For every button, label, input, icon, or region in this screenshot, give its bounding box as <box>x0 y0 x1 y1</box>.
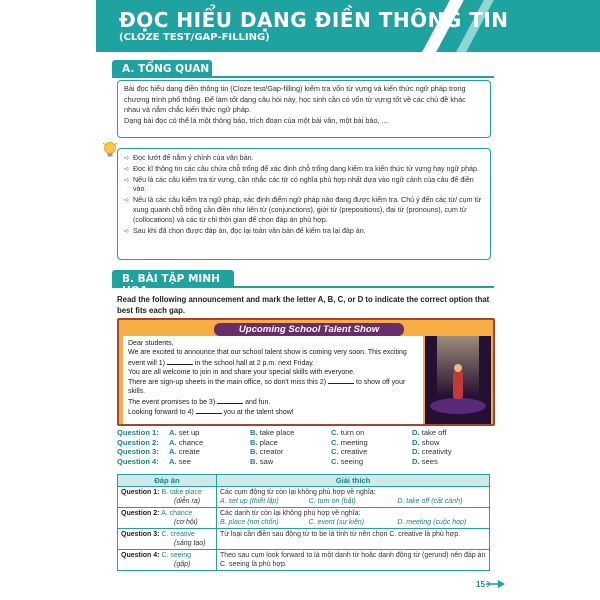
option: A. set up <box>169 428 200 437</box>
question-list <box>117 428 507 466</box>
stage-illustration <box>425 336 491 424</box>
poster-paragraph: You are all welcome to join in and share your special skills with everyone. <box>128 368 355 376</box>
tip-item: ➪ Nếu là các câu kiểm tra ngữ pháp, xác định điểm ngữ pháp nào đang được kiểm tra. Chú ý đến các từ/ cụm từ xung quanh chỗ trống cần điền như liên từ (conjunctions), giới từ (prepositions), đại từ (pronouns), cụm từ (collocations) và các từ chỉ thời gian để chọn đáp án phù hợp. <box>124 196 482 224</box>
gap-2 <box>328 377 354 384</box>
tip-item: ➪ Đọc lướt để nắm ý chính của văn bản. <box>124 154 254 162</box>
tips-box <box>117 148 491 260</box>
bullet-icon: ➪ <box>124 176 130 184</box>
tip-item: ➪ Sau khi đã chọn được đáp án, đọc lại toàn văn bản để kiểm tra lại đáp án. <box>124 226 366 235</box>
answer-cell: Question 3: C. creative (sáng tạo) <box>118 529 217 550</box>
page-subtitle: (CLOZE TEST/GAP-FILLING) <box>119 32 270 43</box>
intro-paragraph-2: Dạng bài đọc có thể là một thông báo, trích đoạn của một bài văn, một bài báo, ... <box>124 115 388 125</box>
intro-paragraph: Bài đọc hiểu dạng điền thông tin (Cloze test/Gap-filling) kiểm tra vốn từ vựng và kiến thức ngữ pháp trong chương trình phổ thông. Để làm tốt dạng câu hỏi này, học sinh cần có vốn từ vựng tốt về các chủ đề khác nhau và nắm chắc kiến thức ngữ pháp. <box>124 84 466 115</box>
poster-paragraph: There are sign-up sheets in the main office, so don't miss this 2) to show off your skills. <box>128 379 406 396</box>
option: A. create <box>169 447 200 457</box>
section-a-heading: A. TỔNG QUAN <box>112 60 212 78</box>
gap-1 <box>167 358 193 365</box>
bullet-icon: ➪ <box>124 197 130 205</box>
option: C. creative <box>331 447 368 457</box>
option: A. see <box>169 456 191 466</box>
bullet-icon: ➪ <box>124 227 130 235</box>
answer-cell: Question 1: B. take place (diễn ra) <box>118 487 217 508</box>
answer-table-header: Đáp án Giải thích <box>118 475 490 487</box>
table-row <box>118 487 490 508</box>
option: D. creativity <box>412 447 452 457</box>
explanation-cell: Các cụm động từ còn lại không phù hợp về nghĩa: A. set up (thiết lập) C. turn on (bật) D. take off (cất cánh) <box>217 487 490 508</box>
answer-cell: Question 4: C. seeing (gặp) <box>118 550 217 571</box>
poster-title: Upcoming School Talent Show <box>214 323 404 336</box>
poster-greeting: Dear students, <box>128 340 174 347</box>
answer-table <box>117 474 490 571</box>
option: D. take off <box>412 428 447 437</box>
question-row: Question 4: A. see B. saw C. seeing D. sees <box>117 457 507 467</box>
tip-item: ➪ Nếu là các câu kiểm tra từ vựng, cần nhắc các từ có nghĩa phù hợp nhất dựa vào ngữ cảnh của câu để điền vào. <box>124 175 474 194</box>
option: B. place <box>250 437 278 447</box>
option: C. turn on <box>331 428 365 437</box>
answer-cell: Question 2: A. chance (cơ hội) <box>118 508 217 529</box>
option: A. chance <box>169 437 204 447</box>
tip-item: ➪ Đọc kĩ thông tin các câu chứa chỗ trống để xác định chỗ trống đang kiểm tra kiến thức từ vựng hay ngữ pháp. <box>124 164 479 173</box>
table-row <box>118 508 490 529</box>
option: C. seeing <box>331 456 364 466</box>
exercise-instruction: Read the following announcement and mark the letter A, B, C, or D to indicate the correct option that best fits each gap. <box>117 295 490 315</box>
poster-body <box>123 336 423 424</box>
explanation-cell: Từ loại cần điền sau động từ to be là tính từ nên chọn C. creative là phù hợp. <box>217 529 490 550</box>
page-number: 15 <box>476 580 485 589</box>
option: B. take place <box>250 428 295 437</box>
question-row: Question 2: A. chance B. place C. meeting D. show <box>117 438 507 448</box>
section-b-heading: B. BÀI TẬP MINH HOẠ <box>112 270 234 288</box>
option: D. show <box>412 437 440 447</box>
table-row <box>118 529 490 550</box>
explanation-cell: Các danh từ còn lại không phù hợp về nghĩa: B. place (nơi chốn) C. event (sự kiện) D. meeting (cuộc họp) <box>217 508 490 529</box>
option: D. sees <box>412 456 438 466</box>
table-row <box>118 550 490 571</box>
option: B. saw <box>250 456 274 466</box>
performer <box>453 371 463 399</box>
arrow-right-icon <box>484 578 506 590</box>
explanation-cell: Theo sau cụm look forward to là một danh từ hoặc danh động từ (gerund) nên đáp án C. seeing là phù hợp. <box>217 550 490 571</box>
poster-paragraph: Looking forward to 4) you at the talent show! <box>128 409 294 417</box>
gap-4 <box>196 407 222 414</box>
option: B. creator <box>250 447 284 457</box>
lightbulb-icon <box>102 141 118 159</box>
bullet-icon: ➪ <box>124 155 130 162</box>
poster-paragraph: The event promises to be 3) and fun. <box>128 398 271 406</box>
question-row: Question 1: A. set up B. take place C. turn on D. take off <box>117 428 507 438</box>
bullet-icon: ➪ <box>124 165 130 173</box>
question-row: Question 3: A. create B. creator C. creative D. creativity <box>117 447 507 457</box>
option: C. meeting <box>331 437 368 447</box>
performer-head <box>454 364 462 372</box>
stage-floor <box>430 398 486 414</box>
announcement-poster <box>117 318 495 426</box>
intro-box <box>117 80 491 138</box>
gap-3 <box>217 397 243 404</box>
page-title: ĐỌC HIỂU DẠNG ĐIỀN THÔNG TIN <box>119 8 509 32</box>
poster-paragraph: We are excited to announce that our school talent show is coming very soon. This exciting event will 1) in the school hall at 2 p.m. next Friday. <box>128 349 407 367</box>
